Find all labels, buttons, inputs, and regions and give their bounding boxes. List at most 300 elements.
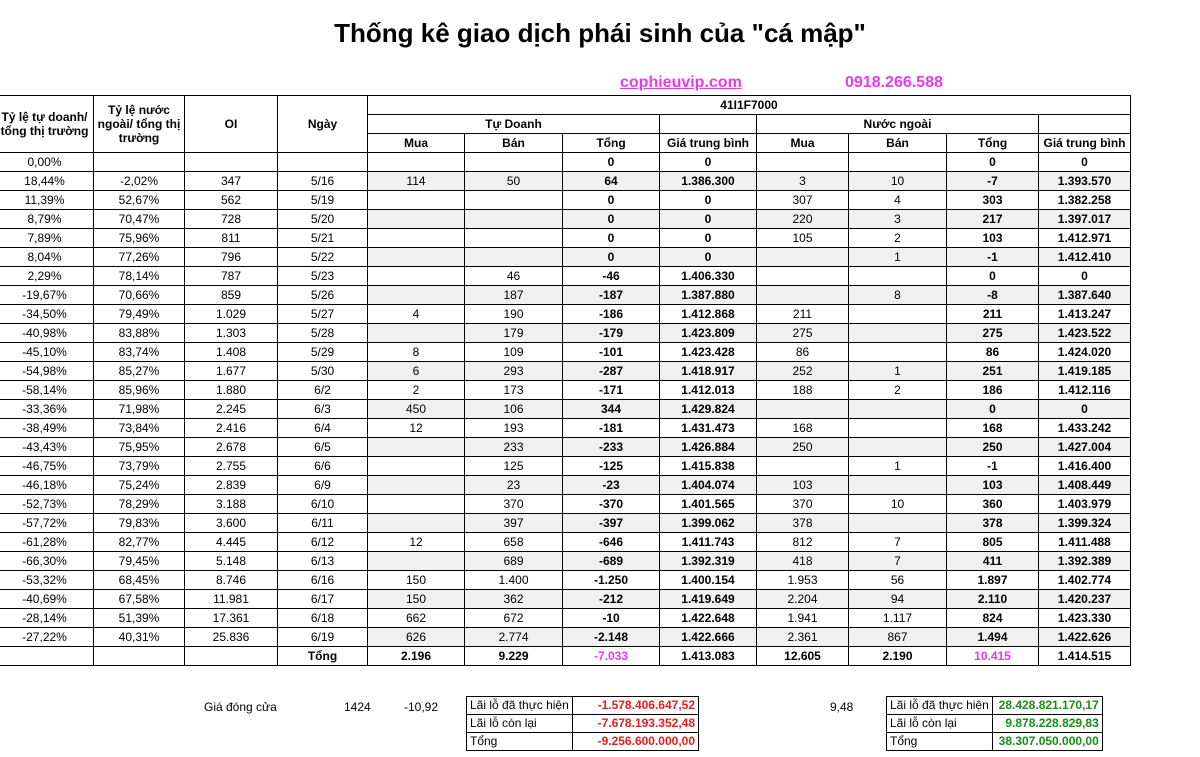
cell-nn-tong: -8 bbox=[947, 286, 1039, 305]
cell-nn-gia: 1.420.237 bbox=[1039, 590, 1131, 609]
cell-td-pct: -43,43% bbox=[0, 438, 94, 457]
cell-ngay: 6/3 bbox=[278, 400, 368, 419]
cell-td-gia: 1.423.428 bbox=[660, 343, 757, 362]
cell-nn-mua: 168 bbox=[757, 419, 849, 438]
cell-ngay: 5/16 bbox=[278, 172, 368, 191]
cell-nn-pct: 82,77% bbox=[94, 533, 185, 552]
cell-oi: 8.746 bbox=[185, 571, 278, 590]
header-ngay: Ngày bbox=[278, 96, 368, 153]
cell-nn-pct: 75,24% bbox=[94, 476, 185, 495]
cell-td-mua: 114 bbox=[368, 172, 465, 191]
header-td-ban: Bán bbox=[465, 134, 563, 153]
cell-nn-pct: 73,79% bbox=[94, 457, 185, 476]
cell-td-pct: -57,72% bbox=[0, 514, 94, 533]
cell-td-mua bbox=[368, 286, 465, 305]
table-row bbox=[0, 248, 1131, 267]
cell-td-pct: -28,14% bbox=[0, 609, 94, 628]
td-pl-label: Lãi lỗ đã thực hiện bbox=[467, 697, 573, 715]
cell-td-ban bbox=[465, 229, 563, 248]
cell-td-pct: -52,73% bbox=[0, 495, 94, 514]
cell-ngay: 6/9 bbox=[278, 476, 368, 495]
cell-nn-pct: 79,45% bbox=[94, 552, 185, 571]
cell-oi: 11.981 bbox=[185, 590, 278, 609]
cell-nn-gia: 1.412.971 bbox=[1039, 229, 1131, 248]
cell-td-mua bbox=[368, 438, 465, 457]
cell-td-gia: 1.401.565 bbox=[660, 495, 757, 514]
cell-td-gia: 1.400.154 bbox=[660, 571, 757, 590]
cell-nn-pct: 68,45% bbox=[94, 571, 185, 590]
cell-td-mua: 8 bbox=[368, 343, 465, 362]
cell-td-ban: 658 bbox=[465, 533, 563, 552]
cell-td-mua bbox=[368, 324, 465, 343]
cell-td-tong: 0 bbox=[563, 191, 660, 210]
cell-td-pct: 8,79% bbox=[0, 210, 94, 229]
cell-nn-gia: 1.403.979 bbox=[1039, 495, 1131, 514]
cell-nn-pct: 78,29% bbox=[94, 495, 185, 514]
cell-nn-mua bbox=[757, 153, 849, 172]
cell-td-ban: 125 bbox=[465, 457, 563, 476]
td-pl-label: Tổng bbox=[467, 733, 573, 751]
cell-nn-ban bbox=[849, 419, 947, 438]
header-contract: 41I1F7000 bbox=[368, 96, 1131, 115]
cell-nn-tong: 824 bbox=[947, 609, 1039, 628]
cell-nn-mua: 103 bbox=[757, 476, 849, 495]
td-pl-value: -9.256.600.000,00 bbox=[573, 733, 699, 751]
cell-td-ban bbox=[465, 191, 563, 210]
table-row bbox=[0, 628, 1131, 647]
table-row bbox=[0, 400, 1131, 419]
cell-oi: 2.839 bbox=[185, 476, 278, 495]
cell-nn-pct bbox=[94, 153, 185, 172]
table-row bbox=[0, 172, 1131, 191]
total-label: Tổng bbox=[278, 647, 368, 666]
cell-nn-tong: 378 bbox=[947, 514, 1039, 533]
cell-nn-mua: 252 bbox=[757, 362, 849, 381]
cell-td-tong: 0 bbox=[563, 248, 660, 267]
cell-oi: 2.755 bbox=[185, 457, 278, 476]
cell-td-pct: 0,00% bbox=[0, 153, 94, 172]
cell-nn-gia: 1.402.774 bbox=[1039, 571, 1131, 590]
td-pl-value: -7.678.193.352,48 bbox=[573, 715, 699, 733]
cell-nn-mua: 105 bbox=[757, 229, 849, 248]
header-td-mua: Mua bbox=[368, 134, 465, 153]
cell-td-tong: -46 bbox=[563, 267, 660, 286]
cell-nn-gia: 1.427.004 bbox=[1039, 438, 1131, 457]
cell-td-gia: 1.411.743 bbox=[660, 533, 757, 552]
table-row bbox=[0, 267, 1131, 286]
cell-nn-gia: 1.392.389 bbox=[1039, 552, 1131, 571]
cell-nn-gia: 1.393.570 bbox=[1039, 172, 1131, 191]
cell-nn-gia: 0 bbox=[1039, 400, 1131, 419]
cell-nn-tong: 275 bbox=[947, 324, 1039, 343]
cell-td-tong: -646 bbox=[563, 533, 660, 552]
cell-td-gia: 1.406.330 bbox=[660, 267, 757, 286]
cell-td-mua: 150 bbox=[368, 571, 465, 590]
closing-price-label: Giá đóng cửa bbox=[204, 700, 277, 714]
cell-td-pct: 8,04% bbox=[0, 248, 94, 267]
cell-nn-mua: 812 bbox=[757, 533, 849, 552]
cell-nn-ban: 1.117 bbox=[849, 609, 947, 628]
cell-td-gia: 1.386.300 bbox=[660, 172, 757, 191]
cell-td-gia: 0 bbox=[660, 191, 757, 210]
cell-td-ban: 233 bbox=[465, 438, 563, 457]
cell-nn-gia: 1.416.400 bbox=[1039, 457, 1131, 476]
table-row bbox=[0, 609, 1131, 628]
cell-nn-tong: 103 bbox=[947, 229, 1039, 248]
total-td-ban: 9.229 bbox=[465, 647, 563, 666]
cell-oi: 787 bbox=[185, 267, 278, 286]
table-row bbox=[0, 210, 1131, 229]
table-row bbox=[0, 191, 1131, 210]
cell-nn-tong: 1.494 bbox=[947, 628, 1039, 647]
table-row bbox=[0, 343, 1131, 362]
cell-td-gia: 0 bbox=[660, 248, 757, 267]
cell-nn-tong: 0 bbox=[947, 400, 1039, 419]
cell-oi: 1.880 bbox=[185, 381, 278, 400]
cell-td-gia: 1.412.013 bbox=[660, 381, 757, 400]
cell-nn-mua: 211 bbox=[757, 305, 849, 324]
cell-td-mua: 626 bbox=[368, 628, 465, 647]
table-row bbox=[0, 286, 1131, 305]
cell-nn-tong: 168 bbox=[947, 419, 1039, 438]
cell-td-tong: 0 bbox=[563, 153, 660, 172]
cell-nn-ban bbox=[849, 267, 947, 286]
cell-td-pct: 11,39% bbox=[0, 191, 94, 210]
cell-td-mua bbox=[368, 552, 465, 571]
cell-td-pct: -40,69% bbox=[0, 590, 94, 609]
cell-nn-gia: 1.423.330 bbox=[1039, 609, 1131, 628]
cell-td-tong: -23 bbox=[563, 476, 660, 495]
cell-nn-gia: 1.423.522 bbox=[1039, 324, 1131, 343]
cell-nn-pct: -2,02% bbox=[94, 172, 185, 191]
cell-td-tong: -186 bbox=[563, 305, 660, 324]
cell-ngay: 5/20 bbox=[278, 210, 368, 229]
cell-nn-ban: 8 bbox=[849, 286, 947, 305]
cell-ngay: 5/29 bbox=[278, 343, 368, 362]
nn-pl-value: 28.428.821.170,17 bbox=[992, 697, 1102, 715]
nn-pl-value: 38.307.050.000,00 bbox=[992, 733, 1102, 751]
cell-ngay: 6/13 bbox=[278, 552, 368, 571]
cell-td-mua bbox=[368, 229, 465, 248]
cell-nn-pct: 83,74% bbox=[94, 343, 185, 362]
header-nn-tong: Tổng bbox=[947, 134, 1039, 153]
cell-nn-gia: 0 bbox=[1039, 153, 1131, 172]
total-td-tong: -7.033 bbox=[563, 647, 660, 666]
cell-oi: 1.303 bbox=[185, 324, 278, 343]
cell-ngay: 6/17 bbox=[278, 590, 368, 609]
cell-td-gia: 1.431.473 bbox=[660, 419, 757, 438]
cell-nn-ban: 10 bbox=[849, 172, 947, 191]
cell-nn-tong: 251 bbox=[947, 362, 1039, 381]
cell-nn-tong: 1.897 bbox=[947, 571, 1039, 590]
cell-nn-tong: -7 bbox=[947, 172, 1039, 191]
cell-nn-gia: 1.433.242 bbox=[1039, 419, 1131, 438]
cell-nn-pct: 85,27% bbox=[94, 362, 185, 381]
cell-nn-ban bbox=[849, 438, 947, 457]
cell-td-ban: 23 bbox=[465, 476, 563, 495]
cell-nn-mua: 250 bbox=[757, 438, 849, 457]
cell-td-pct: -40,98% bbox=[0, 324, 94, 343]
cell-nn-mua: 275 bbox=[757, 324, 849, 343]
table-row bbox=[0, 305, 1131, 324]
cell-td-tong: -187 bbox=[563, 286, 660, 305]
cell-oi: 2.678 bbox=[185, 438, 278, 457]
cell-td-gia: 1.422.666 bbox=[660, 628, 757, 647]
total-td-mua: 2.196 bbox=[368, 647, 465, 666]
cell-td-pct: -45,10% bbox=[0, 343, 94, 362]
td-price-diff: -10,92 bbox=[404, 700, 439, 714]
header-nn-ban: Bán bbox=[849, 134, 947, 153]
cell-ngay: 6/6 bbox=[278, 457, 368, 476]
cell-oi: 17.361 bbox=[185, 609, 278, 628]
cell-nn-gia: 1.387.640 bbox=[1039, 286, 1131, 305]
cell-td-mua bbox=[368, 210, 465, 229]
cell-nn-ban: 4 bbox=[849, 191, 947, 210]
phone-number: 0918.266.588 bbox=[845, 74, 943, 91]
cell-ngay: 6/16 bbox=[278, 571, 368, 590]
header-ty-le-nuoc-ngoai: Tỷ lệ nước ngoài/ tổng thị trường bbox=[94, 96, 185, 153]
cell-nn-tong: 805 bbox=[947, 533, 1039, 552]
closing-price: 1424 bbox=[344, 700, 371, 714]
cell-td-tong: -370 bbox=[563, 495, 660, 514]
header-spacer bbox=[1039, 115, 1131, 134]
cell-oi: 796 bbox=[185, 248, 278, 267]
cell-td-tong: -397 bbox=[563, 514, 660, 533]
cell-nn-mua bbox=[757, 267, 849, 286]
cell-nn-mua: 188 bbox=[757, 381, 849, 400]
cell-td-pct: -34,50% bbox=[0, 305, 94, 324]
cell-td-pct: -46,18% bbox=[0, 476, 94, 495]
cell-td-pct: -19,67% bbox=[0, 286, 94, 305]
cell-td-pct: -53,32% bbox=[0, 571, 94, 590]
cell-td-ban: 187 bbox=[465, 286, 563, 305]
cell-td-gia: 1.392.319 bbox=[660, 552, 757, 571]
cell-nn-tong: -1 bbox=[947, 457, 1039, 476]
cell-td-pct: -58,14% bbox=[0, 381, 94, 400]
cell-td-mua: 662 bbox=[368, 609, 465, 628]
cell-nn-mua: 3 bbox=[757, 172, 849, 191]
cell-td-tong: 0 bbox=[563, 229, 660, 248]
cell-nn-pct: 70,47% bbox=[94, 210, 185, 229]
cell-nn-pct: 85,96% bbox=[94, 381, 185, 400]
cell-nn-ban: 1 bbox=[849, 248, 947, 267]
cell-td-pct: 2,29% bbox=[0, 267, 94, 286]
cell-nn-tong: 103 bbox=[947, 476, 1039, 495]
cell-td-ban: 672 bbox=[465, 609, 563, 628]
total-nn-tong: 10.415 bbox=[947, 647, 1039, 666]
header-oi: OI bbox=[185, 96, 278, 153]
cell-td-gia: 1.412.868 bbox=[660, 305, 757, 324]
total-empty bbox=[0, 647, 94, 666]
cell-td-gia: 1.415.838 bbox=[660, 457, 757, 476]
cell-oi: 25.836 bbox=[185, 628, 278, 647]
cell-ngay: 6/19 bbox=[278, 628, 368, 647]
cell-oi: 811 bbox=[185, 229, 278, 248]
cell-nn-tong: 250 bbox=[947, 438, 1039, 457]
cell-td-mua: 4 bbox=[368, 305, 465, 324]
cell-nn-ban bbox=[849, 153, 947, 172]
cell-nn-mua: 418 bbox=[757, 552, 849, 571]
cell-nn-pct: 79,83% bbox=[94, 514, 185, 533]
total-nn-gia: 1.414.515 bbox=[1039, 647, 1131, 666]
cell-td-mua: 12 bbox=[368, 533, 465, 552]
table-row bbox=[0, 229, 1131, 248]
cell-nn-ban bbox=[849, 324, 947, 343]
cell-ngay: 6/5 bbox=[278, 438, 368, 457]
cell-ngay: 6/10 bbox=[278, 495, 368, 514]
table-row bbox=[0, 590, 1131, 609]
website-link[interactable]: cophieuvip.com bbox=[620, 74, 742, 91]
cell-td-ban: 370 bbox=[465, 495, 563, 514]
cell-nn-tong: 86 bbox=[947, 343, 1039, 362]
nn-pl-label: Lãi lỗ còn lại bbox=[887, 715, 993, 733]
cell-td-gia: 1.419.649 bbox=[660, 590, 757, 609]
cell-nn-tong: 411 bbox=[947, 552, 1039, 571]
cell-td-gia: 0 bbox=[660, 210, 757, 229]
cell-oi: 1.677 bbox=[185, 362, 278, 381]
cell-td-gia: 1.422.648 bbox=[660, 609, 757, 628]
cell-td-ban: 109 bbox=[465, 343, 563, 362]
cell-nn-gia: 1.424.020 bbox=[1039, 343, 1131, 362]
cell-td-pct: -38,49% bbox=[0, 419, 94, 438]
cell-ngay: 6/2 bbox=[278, 381, 368, 400]
header-td-gia: Giá trung bình bbox=[660, 134, 757, 153]
cell-nn-ban: 1 bbox=[849, 362, 947, 381]
cell-td-tong: -171 bbox=[563, 381, 660, 400]
cell-td-ban bbox=[465, 153, 563, 172]
page-title: Thống kê giao dịch phái sinh của "cá mập" bbox=[334, 18, 866, 48]
cell-td-pct: 7,89% bbox=[0, 229, 94, 248]
cell-nn-ban: 1 bbox=[849, 457, 947, 476]
cell-oi: 2.245 bbox=[185, 400, 278, 419]
nn-pl-label: Lãi lỗ đã thực hiện bbox=[887, 697, 993, 715]
cell-nn-gia: 1.399.324 bbox=[1039, 514, 1131, 533]
header-nn-mua: Mua bbox=[757, 134, 849, 153]
cell-nn-gia: 1.412.116 bbox=[1039, 381, 1131, 400]
cell-nn-pct: 40,31% bbox=[94, 628, 185, 647]
cell-ngay: 5/23 bbox=[278, 267, 368, 286]
cell-nn-mua bbox=[757, 400, 849, 419]
cell-nn-mua bbox=[757, 248, 849, 267]
table-row bbox=[0, 457, 1131, 476]
cell-oi: 1.029 bbox=[185, 305, 278, 324]
cell-ngay: 5/28 bbox=[278, 324, 368, 343]
cell-nn-tong: 0 bbox=[947, 267, 1039, 286]
cell-td-ban: 106 bbox=[465, 400, 563, 419]
cell-ngay: 5/22 bbox=[278, 248, 368, 267]
cell-td-mua bbox=[368, 191, 465, 210]
table-row bbox=[0, 514, 1131, 533]
cell-td-gia: 1.418.917 bbox=[660, 362, 757, 381]
table-row bbox=[0, 362, 1131, 381]
cell-oi: 728 bbox=[185, 210, 278, 229]
cell-td-mua: 12 bbox=[368, 419, 465, 438]
cell-nn-mua: 86 bbox=[757, 343, 849, 362]
header-nuoc-ngoai: Nước ngoài bbox=[757, 115, 1039, 134]
cell-td-gia: 1.387.880 bbox=[660, 286, 757, 305]
table-row bbox=[0, 533, 1131, 552]
cell-nn-pct: 78,14% bbox=[94, 267, 185, 286]
cell-nn-ban bbox=[849, 476, 947, 495]
cell-nn-mua: 370 bbox=[757, 495, 849, 514]
cell-nn-mua: 307 bbox=[757, 191, 849, 210]
cell-td-gia: 1.399.062 bbox=[660, 514, 757, 533]
cell-ngay: 5/19 bbox=[278, 191, 368, 210]
cell-td-ban: 362 bbox=[465, 590, 563, 609]
cell-td-pct: -33,36% bbox=[0, 400, 94, 419]
td-pl-label: Lãi lỗ còn lại bbox=[467, 715, 573, 733]
header-tu-doanh: Tự Doanh bbox=[368, 115, 660, 134]
header-ty-le-tu-doanh: Tỷ lệ tự doanh/ tổng thị trường bbox=[0, 96, 94, 153]
cell-td-ban: 173 bbox=[465, 381, 563, 400]
cell-td-mua bbox=[368, 457, 465, 476]
cell-nn-pct: 51,39% bbox=[94, 609, 185, 628]
cell-nn-gia: 1.397.017 bbox=[1039, 210, 1131, 229]
cell-td-ban: 50 bbox=[465, 172, 563, 191]
cell-td-tong: -10 bbox=[563, 609, 660, 628]
table-row bbox=[0, 381, 1131, 400]
table-row bbox=[0, 552, 1131, 571]
cell-td-mua: 450 bbox=[368, 400, 465, 419]
cell-td-pct: -66,30% bbox=[0, 552, 94, 571]
cell-oi: 2.416 bbox=[185, 419, 278, 438]
cell-nn-ban: 7 bbox=[849, 552, 947, 571]
nn-price-diff: 9,48 bbox=[830, 700, 854, 714]
cell-nn-pct: 70,66% bbox=[94, 286, 185, 305]
cell-td-tong: 344 bbox=[563, 400, 660, 419]
cell-nn-ban: 7 bbox=[849, 533, 947, 552]
cell-nn-pct: 83,88% bbox=[94, 324, 185, 343]
cell-oi: 5.148 bbox=[185, 552, 278, 571]
cell-nn-ban: 10 bbox=[849, 495, 947, 514]
table-row bbox=[0, 419, 1131, 438]
cell-td-tong: -179 bbox=[563, 324, 660, 343]
total-nn-ban: 2.190 bbox=[849, 647, 947, 666]
cell-nn-ban: 94 bbox=[849, 590, 947, 609]
cell-td-ban: 190 bbox=[465, 305, 563, 324]
cell-oi: 4.445 bbox=[185, 533, 278, 552]
cell-nn-gia: 1.382.258 bbox=[1039, 191, 1131, 210]
cell-td-gia: 1.429.824 bbox=[660, 400, 757, 419]
cell-td-gia: 0 bbox=[660, 153, 757, 172]
cell-nn-gia: 0 bbox=[1039, 267, 1131, 286]
cell-td-pct: -27,22% bbox=[0, 628, 94, 647]
cell-td-ban: 193 bbox=[465, 419, 563, 438]
cell-nn-mua bbox=[757, 286, 849, 305]
cell-nn-ban bbox=[849, 400, 947, 419]
header-td-tong: Tổng bbox=[563, 134, 660, 153]
cell-nn-ban bbox=[849, 514, 947, 533]
cell-td-gia: 1.404.074 bbox=[660, 476, 757, 495]
table-row bbox=[0, 495, 1131, 514]
cell-nn-pct: 73,84% bbox=[94, 419, 185, 438]
cell-oi: 3.188 bbox=[185, 495, 278, 514]
cell-td-mua bbox=[368, 267, 465, 286]
td-pl-value: -1.578.406.647,52 bbox=[573, 697, 699, 715]
cell-td-mua: 6 bbox=[368, 362, 465, 381]
cell-td-gia: 1.423.809 bbox=[660, 324, 757, 343]
cell-td-ban bbox=[465, 248, 563, 267]
cell-nn-gia: 1.411.488 bbox=[1039, 533, 1131, 552]
cell-nn-mua: 1.941 bbox=[757, 609, 849, 628]
cell-td-mua bbox=[368, 514, 465, 533]
nn-pl-label: Tổng bbox=[887, 733, 993, 751]
cell-nn-gia: 1.412.410 bbox=[1039, 248, 1131, 267]
cell-td-pct: -46,75% bbox=[0, 457, 94, 476]
cell-ngay: 5/26 bbox=[278, 286, 368, 305]
cell-td-tong: -212 bbox=[563, 590, 660, 609]
cell-td-gia: 0 bbox=[660, 229, 757, 248]
